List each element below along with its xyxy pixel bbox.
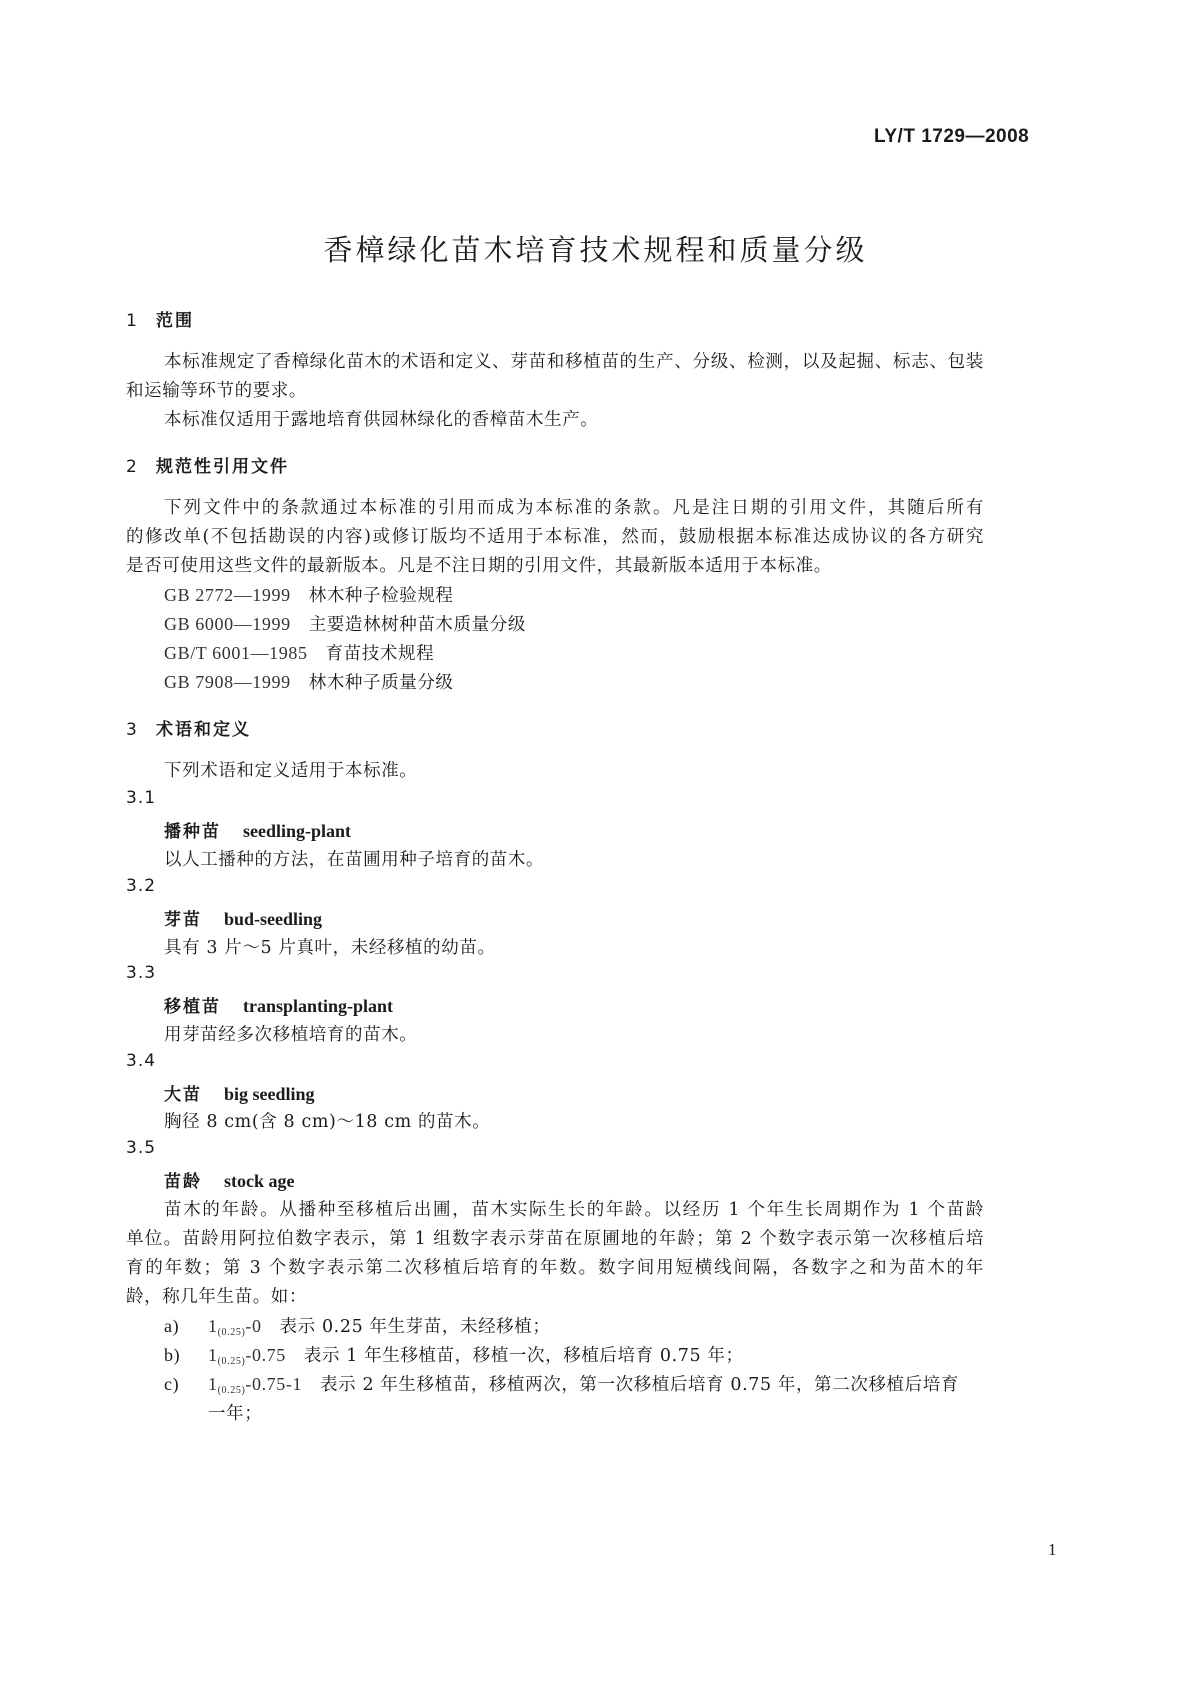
- list-label: a): [164, 1316, 180, 1336]
- clause-number: 3.1: [126, 788, 157, 808]
- list-item: [164, 1371, 959, 1396]
- term-definition-line: 龄，称几年生苗。如：: [126, 1287, 307, 1307]
- paragraph-line: 本标准仅适用于露地培育供园林绿化的香樟苗木生产。: [164, 410, 599, 430]
- term-heading: [164, 992, 393, 1017]
- code-rest: -0: [245, 1316, 262, 1336]
- list-item: [164, 1313, 550, 1338]
- term-definition-line: 育的年数；第 3 个数字表示第二次移植后培育的年数。数字间用短横线间隔，各数字之和为苗木的年: [126, 1258, 984, 1278]
- term-definition: 以人工播种的方法，在苗圃用种子培育的苗木。: [164, 850, 545, 870]
- term-heading: [164, 1167, 295, 1192]
- term-en: seedling-plant: [243, 821, 352, 841]
- code-base: 1: [208, 1316, 218, 1336]
- standard-number: LY/T 1729—2008: [874, 126, 1030, 147]
- code-rest: -0.75: [245, 1345, 286, 1365]
- term-zh: 移植苗: [164, 997, 221, 1017]
- example-description: 表示 2 年生移植苗，移植两次，第一次移植后培育 0.75 年，第二次移植后培育: [320, 1375, 959, 1395]
- example-description: 表示 0.25 年生芽苗，未经移植；: [279, 1317, 551, 1337]
- list-item-continuation: 一年；: [208, 1404, 263, 1424]
- term-heading: [164, 817, 351, 842]
- paragraph-line: 本标准规定了香樟绿化苗木的术语和定义、芽苗和移植苗的生产、分级、检测，以及起掘、标志、包装: [164, 352, 984, 372]
- paragraph-line: 和运输等环节的要求。: [126, 381, 307, 401]
- term-en: stock age: [224, 1171, 295, 1191]
- paragraph-line: 是否可使用这些文件的最新版本。凡是不注日期的引用文件，其最新版本适用于本标准。: [126, 556, 832, 576]
- section-title: 术语和定义: [156, 720, 251, 740]
- reference-item: [164, 611, 526, 636]
- term-zh: 播种苗: [164, 822, 221, 842]
- term-definition: 具有 3 片～5 片真叶，未经移植的幼苗。: [164, 938, 496, 958]
- page-number: 1: [1048, 1540, 1057, 1559]
- term-heading: [164, 1080, 315, 1105]
- term-definition-line: 单位。苗龄用阿拉伯数字表示，第 1 组数字表示芽苗在原圃地的年龄；第 2 个数字表示第一次移植后培: [126, 1229, 984, 1249]
- term-en: big seedling: [224, 1084, 315, 1104]
- list-label: b): [164, 1345, 181, 1365]
- document-title: 香樟绿化苗木培育技术规程和质量分级: [323, 233, 868, 267]
- list-label: c): [164, 1374, 180, 1394]
- reference-name: 育苗技术规程: [325, 644, 435, 664]
- clause-number: 3.2: [126, 876, 157, 896]
- paragraph-line: 下列文件中的条款通过本标准的引用而成为本标准的条款。凡是注日期的引用文件，其随后所有: [164, 498, 984, 518]
- code-subscript: (0.25): [217, 1356, 246, 1367]
- clause-number: 3.5: [126, 1138, 157, 1158]
- code-subscript: (0.25): [217, 1327, 246, 1338]
- reference-code: GB 2772—1999: [164, 585, 291, 605]
- reference-item: [164, 669, 454, 694]
- stock-age-code: [208, 1374, 302, 1394]
- term-definition: 用芽苗经多次移植培育的苗木。: [164, 1025, 418, 1045]
- term-zh: 芽苗: [164, 910, 202, 930]
- code-base: 1: [208, 1374, 218, 1394]
- term-zh: 大苗: [164, 1085, 202, 1105]
- list-item: [164, 1342, 744, 1367]
- example-description: 表示 1 年生移植苗，移植一次，移植后培育 0.75 年；: [303, 1346, 744, 1366]
- section-title: 规范性引用文件: [156, 457, 289, 477]
- section-intro: 下列术语和定义适用于本标准。: [164, 761, 418, 781]
- term-heading: [164, 905, 322, 930]
- reference-code: GB/T 6001—1985: [164, 643, 308, 663]
- reference-code: GB 7908—1999: [164, 672, 291, 692]
- reference-code: GB 6000—1999: [164, 614, 291, 634]
- clause-number: 3.3: [126, 963, 157, 983]
- code-subscript: (0.25): [217, 1385, 246, 1396]
- section-number: 1: [126, 311, 137, 331]
- term-definition-line: 苗木的年龄。从播种至移植后出圃，苗木实际生长的年龄。以经历 1 个年生长周期作为 1 个苗龄: [164, 1200, 984, 1220]
- stock-age-code: [208, 1316, 262, 1336]
- code-base: 1: [208, 1345, 218, 1365]
- section-number: 2: [126, 457, 137, 477]
- reference-item: [164, 640, 434, 665]
- section-1-heading: [126, 306, 194, 331]
- term-en: transplanting-plant: [243, 996, 394, 1016]
- paragraph-line: 的修改单(不包括勘误的内容)或修订版均不适用于本标准，然而，鼓励根据本标准达成协议的各方研究: [126, 527, 984, 547]
- reference-name: 主要造林树种苗木质量分级: [308, 615, 526, 635]
- section-number: 3: [126, 720, 137, 740]
- term-definition: 胸径 8 cm(含 8 cm)～18 cm 的苗木。: [164, 1112, 491, 1132]
- term-zh: 苗龄: [164, 1172, 202, 1192]
- reference-name: 林木种子检验规程: [308, 586, 454, 606]
- section-3-heading: [126, 715, 251, 740]
- clause-number: 3.4: [126, 1051, 157, 1071]
- section-2-heading: [126, 452, 289, 477]
- reference-item: [164, 582, 454, 607]
- reference-name: 林木种子质量分级: [308, 673, 454, 693]
- stock-age-code: [208, 1345, 286, 1365]
- code-rest: -0.75-1: [245, 1374, 303, 1394]
- section-title: 范围: [156, 311, 194, 331]
- term-en: bud-seedling: [224, 909, 323, 929]
